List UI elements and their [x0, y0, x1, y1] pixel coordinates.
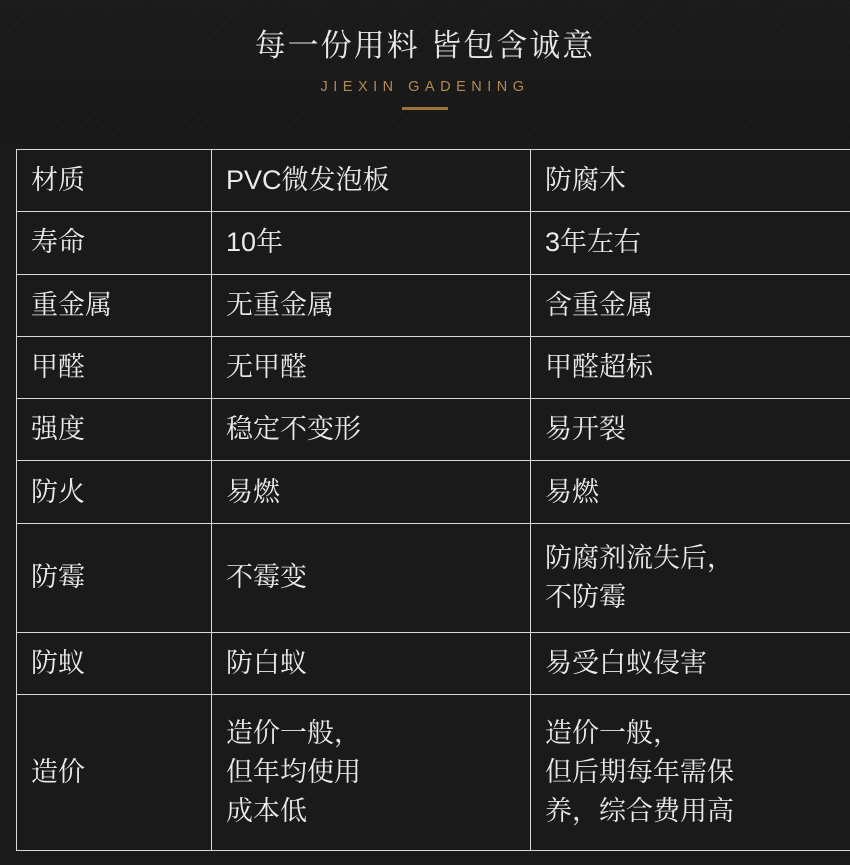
- cell-line: 含重金属: [545, 289, 653, 320]
- cell-line: 稳定不变形: [226, 414, 361, 445]
- row-value-pvc-mildew: [212, 523, 531, 632]
- row-value-pvc-formaldehyde: [212, 336, 531, 398]
- cell-line: 3年左右: [545, 227, 642, 258]
- cell-line: 易燃: [545, 476, 599, 507]
- row-value-pvc-material: [212, 150, 531, 212]
- row-value-wood-heavy-metal: [531, 274, 850, 336]
- table-body: [17, 150, 850, 851]
- row-label-termite: 防蚁: [17, 632, 212, 694]
- row-value-pvc-cost: [212, 695, 531, 851]
- table-row: [17, 150, 850, 212]
- cell-line: 但年均使用: [226, 757, 361, 787]
- poster-header: [0, 0, 850, 143]
- row-label-formaldehyde: 甲醛: [17, 336, 212, 398]
- comparison-table: [16, 149, 850, 851]
- row-label-mildew: 防霉: [17, 523, 212, 632]
- header-divider: [402, 107, 448, 110]
- cell-line: 10年: [226, 227, 284, 258]
- row-label-lifespan: 寿命: [17, 212, 212, 274]
- row-value-wood-strength: [531, 399, 850, 461]
- cell-line: 防白蚁: [226, 647, 307, 678]
- row-label-material: 材质: [17, 150, 212, 212]
- cell-line: 不霉变: [226, 562, 307, 593]
- table-row: [17, 336, 850, 398]
- comparison-table-wrapper: [16, 149, 834, 851]
- row-value-wood-fireproof: [531, 461, 850, 523]
- row-value-pvc-lifespan: [212, 212, 531, 274]
- table-row: [17, 632, 850, 694]
- row-value-pvc-strength: [212, 399, 531, 461]
- row-value-wood-cost: [531, 695, 850, 851]
- row-label-strength: 强度: [17, 399, 212, 461]
- table-row: [17, 461, 850, 523]
- table-row: [17, 274, 850, 336]
- cell-line: 甲醛超标: [545, 351, 653, 382]
- page-title: 每一份用料 皆包含诚意: [254, 28, 596, 63]
- row-value-wood-formaldehyde: [531, 336, 850, 398]
- row-value-pvc-heavy-metal: [212, 274, 531, 336]
- cell-line: 无甲醛: [226, 351, 307, 382]
- row-value-wood-material: [531, 150, 850, 212]
- brand-subtitle: JIEXIN GADENING: [320, 79, 530, 96]
- cell-line: 无重金属: [226, 289, 334, 320]
- cell-line: PVC微发泡板: [226, 165, 390, 196]
- cell-line: 防腐木: [545, 165, 626, 196]
- row-value-wood-mildew: [531, 523, 850, 632]
- row-value-wood-termite: [531, 632, 850, 694]
- row-label-cost: 造价: [17, 695, 212, 851]
- cell-line: 造价一般，: [226, 717, 361, 748]
- cell-line: 防腐剂流失后，: [545, 542, 734, 573]
- cell-line: 不防霉: [545, 581, 626, 612]
- table-row: [17, 212, 850, 274]
- row-label-heavy-metal: 重金属: [17, 274, 212, 336]
- cell-line: 但后期每年需保: [545, 757, 734, 787]
- cell-line: 养，综合费用高: [545, 796, 734, 827]
- cell-line: 成本低: [226, 796, 307, 827]
- table-row: [17, 695, 850, 851]
- row-label-fireproof: 防火: [17, 461, 212, 523]
- cell-line: 易开裂: [545, 414, 626, 445]
- table-row: [17, 523, 850, 632]
- cell-line: 易燃: [226, 476, 280, 507]
- table-row: [17, 399, 850, 461]
- row-value-wood-lifespan: [531, 212, 850, 274]
- cell-line: 造价一般，: [545, 717, 680, 748]
- row-value-pvc-termite: [212, 632, 531, 694]
- cell-line: 易受白蚁侵害: [545, 647, 707, 678]
- row-value-pvc-fireproof: [212, 461, 531, 523]
